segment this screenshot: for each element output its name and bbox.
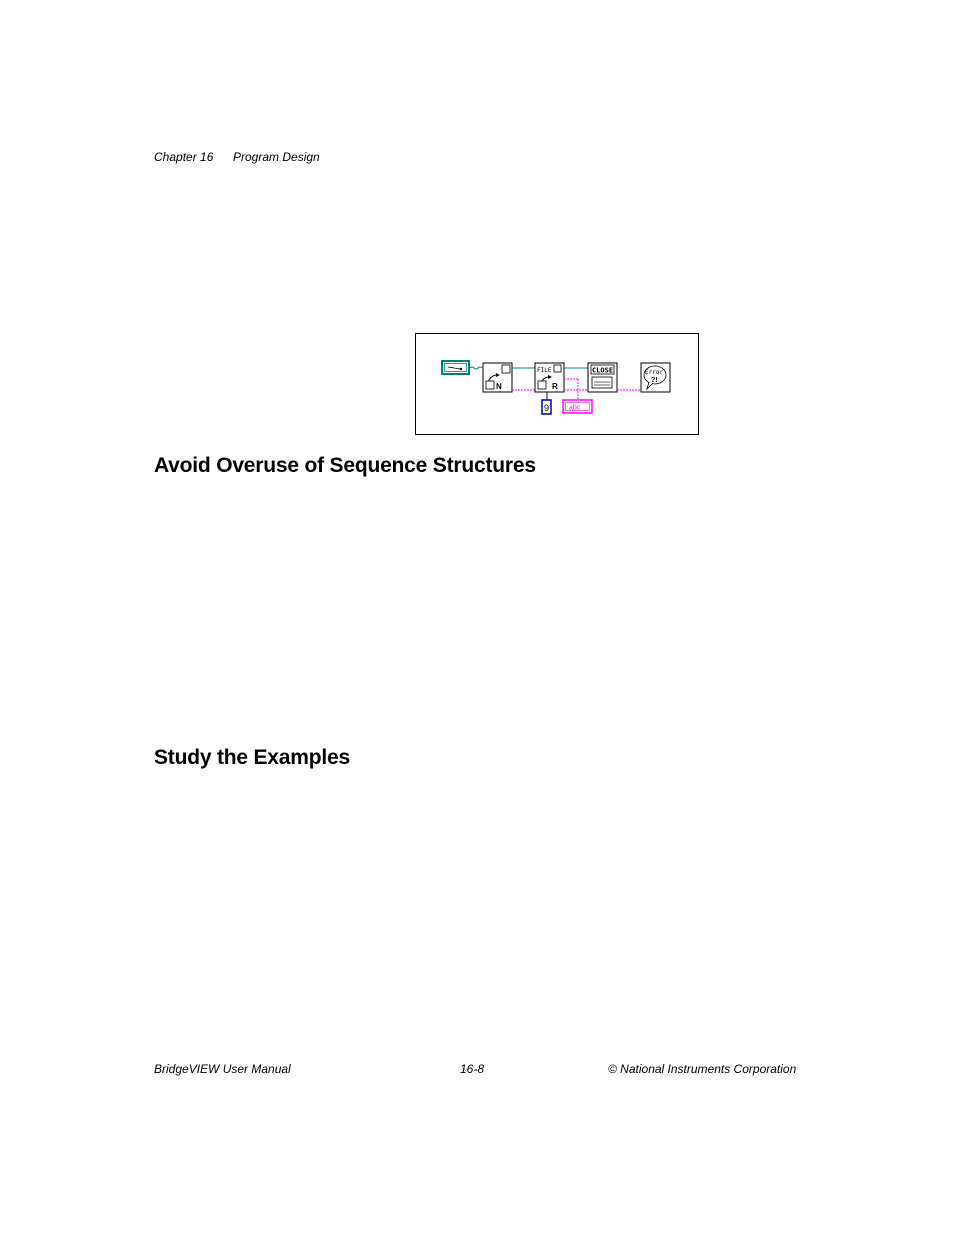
error-symbol: ?! — [651, 377, 658, 384]
block-diagram — [416, 334, 698, 434]
error-label: Error — [645, 369, 664, 376]
read-file-icon — [535, 363, 564, 392]
block-diagram-figure — [415, 333, 699, 435]
numeric-constant-icon — [542, 400, 551, 414]
read-mode-label: R — [552, 382, 558, 391]
section-label: Program Design — [233, 150, 320, 164]
chapter-label: Chapter 16 — [154, 150, 214, 164]
section-heading-avoid-sequence: Avoid Overuse of Sequence Structures — [154, 454, 536, 477]
footer-copyright: © National Instruments Corporation — [608, 1062, 797, 1076]
footer-manual-title: BridgeVIEW User Manual — [154, 1062, 291, 1076]
running-header — [154, 150, 320, 164]
footer-page-number: 16-8 — [460, 1062, 485, 1076]
close-file-label: CLOSE — [592, 366, 614, 375]
open-file-label: N — [496, 382, 502, 391]
string-indicator-icon — [563, 400, 592, 413]
close-file-icon — [588, 363, 617, 392]
section-heading-study-examples: Study the Examples — [154, 746, 350, 769]
numeric-constant-value: 9 — [544, 403, 550, 413]
error-handler-icon — [641, 363, 670, 392]
read-file-label: FILE — [537, 367, 552, 374]
open-file-icon — [483, 363, 512, 392]
path-control-icon — [442, 361, 469, 374]
string-indicator-label: abc — [569, 404, 581, 412]
